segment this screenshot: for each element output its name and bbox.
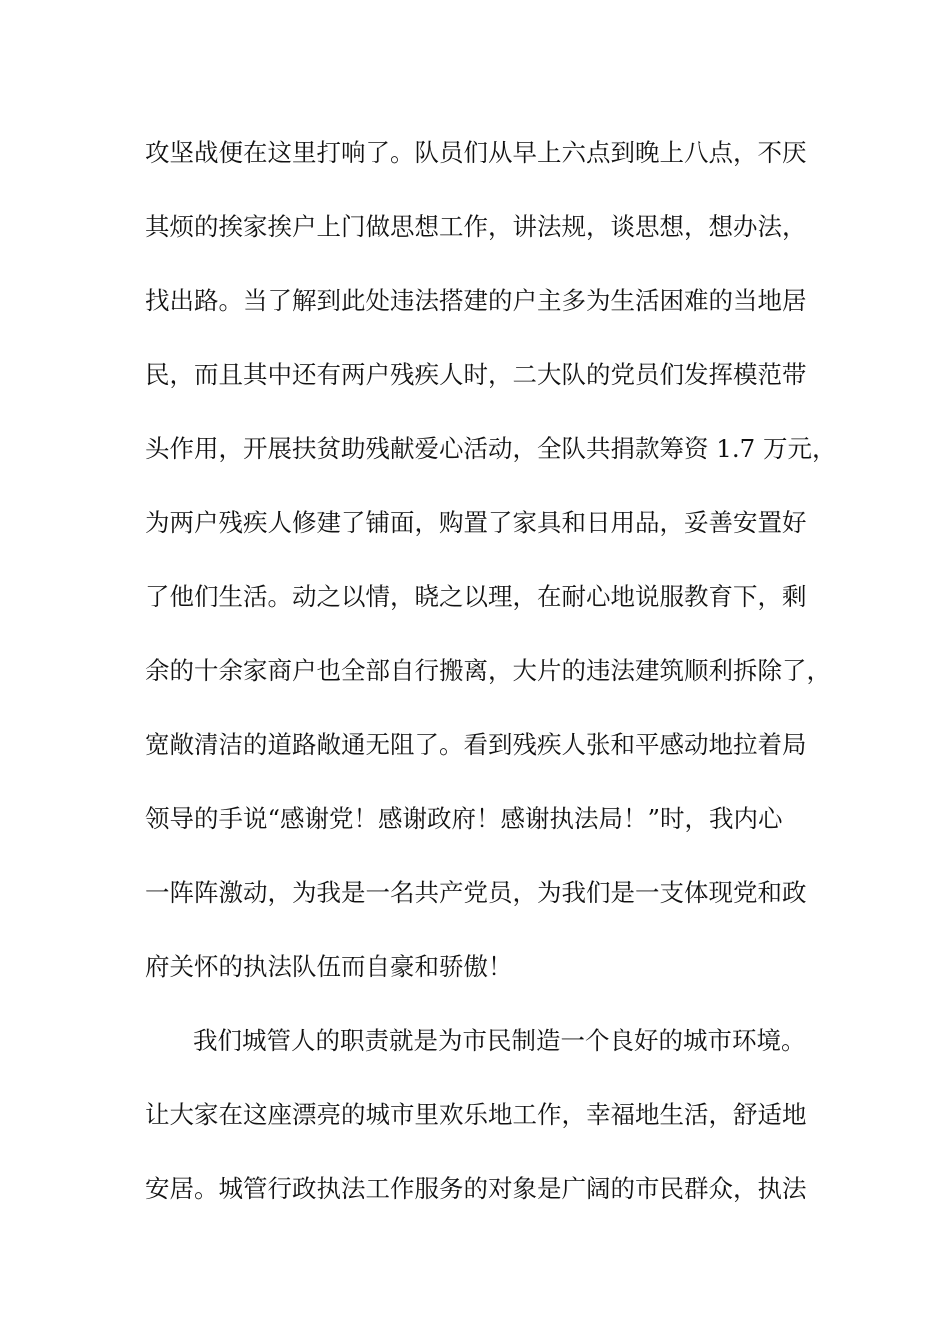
text-line-10: 领导的手说“感谢党！感谢政府！感谢执法局！”时，我内心 (145, 804, 783, 833)
text-line-2: 其烦的挨家挨户上门做思想工作，讲法规，谈思想，想办法， (145, 212, 807, 241)
text-line-3: 找出路。当了解到此处违法搭建的户主多为生活困难的当地居 (145, 286, 807, 315)
text-line-7: 了他们生活。动之以情，晓之以理，在耐心地说服教育下，剩 (145, 582, 807, 611)
text-line-12: 府关怀的执法队伍而自豪和骄傲！ (145, 952, 513, 981)
text-line-6: 为两户残疾人修建了铺面，购置了家具和日用品，妥善安置好 (145, 508, 807, 537)
text-line-5: 头作用，开展扶贫助残献爱心活动，全队共捐款筹资 1.7 万元， (145, 434, 837, 463)
text-line-14: 让大家在这座漂亮的城市里欢乐地工作，幸福地生活，舒适地 (145, 1100, 807, 1129)
text-line-1: 攻坚战便在这里打响了。队员们从早上六点到晚上八点，不厌 (145, 138, 807, 167)
paragraph-start-line: 我们城管人的职责就是为市民制造一个良好的城市环境。 (193, 1026, 806, 1055)
text-line-9: 宽敞清洁的道路敞通无阻了。看到残疾人张和平感动地拉着局 (145, 730, 807, 759)
text-line-8: 余的十余家商户也全部自行搬离，大片的违法建筑顺利拆除了， (145, 656, 831, 685)
text-line-15: 安居。城管行政执法工作服务的对象是广阔的市民群众，执法 (145, 1174, 807, 1203)
text-line-4: 民，而且其中还有两户残疾人时，二大队的党员们发挥模范带 (145, 360, 807, 389)
text-line-11: 一阵阵激动，为我是一名共产党员，为我们是一支体现党和政 (145, 878, 807, 907)
